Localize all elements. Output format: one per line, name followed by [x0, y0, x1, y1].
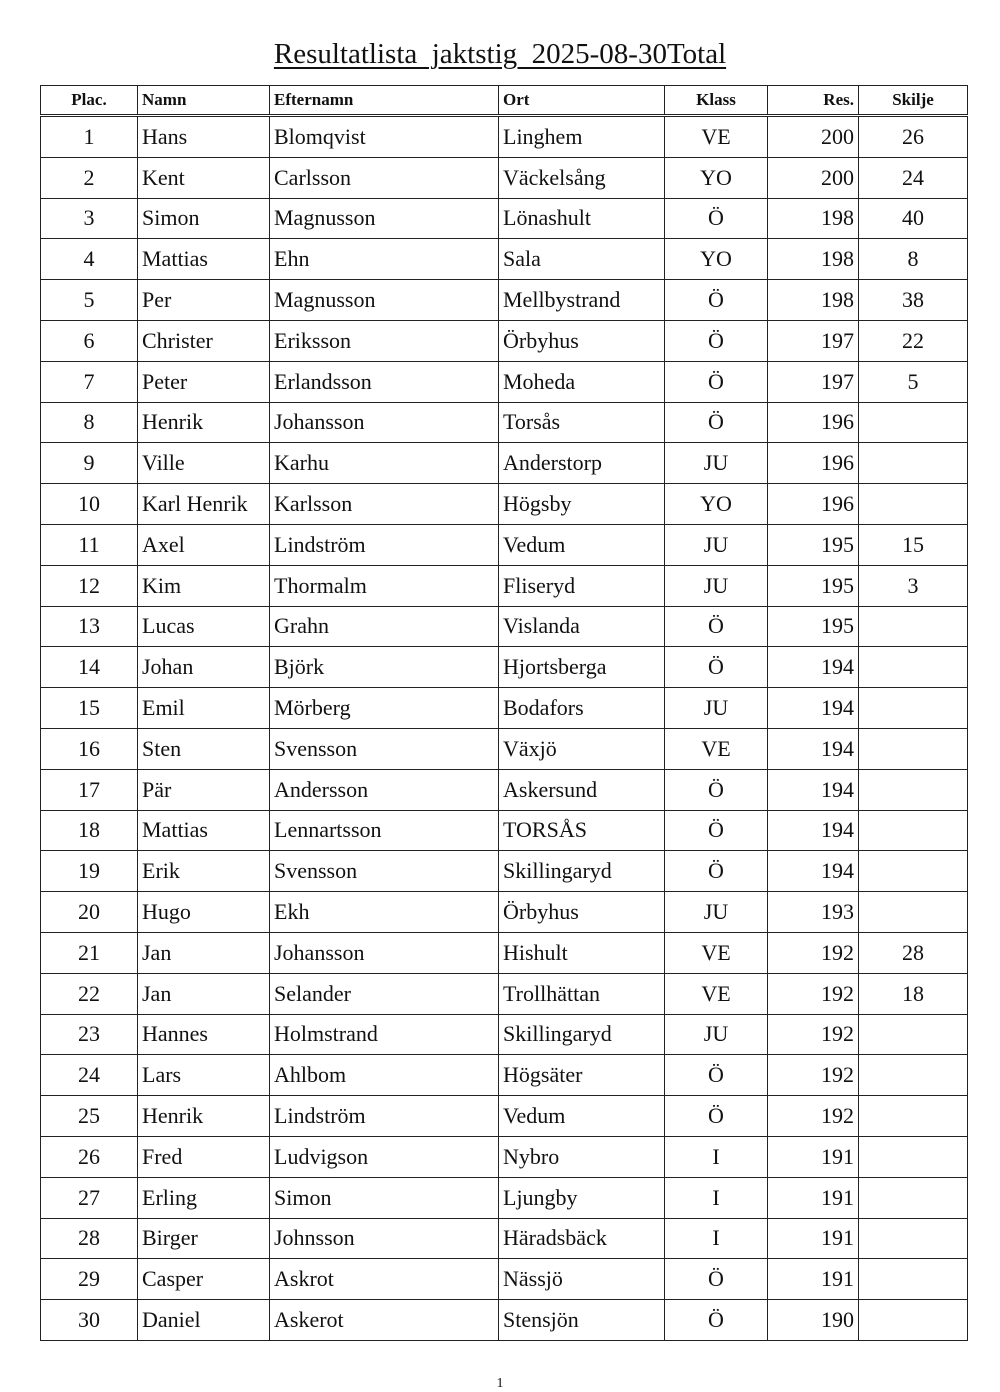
table-row	[41, 810, 968, 851]
cell-plac: 20	[41, 892, 138, 933]
cell-ort: Anderstorp	[499, 443, 665, 484]
cell-plac: 19	[41, 851, 138, 892]
cell-klass: Ö	[665, 606, 768, 647]
cell-plac: 15	[41, 688, 138, 729]
cell-namn: Simon	[138, 198, 270, 239]
column-header-plac: Plac.	[41, 86, 138, 116]
table-row	[41, 320, 968, 361]
cell-plac: 30	[41, 1300, 138, 1341]
cell-res: 198	[768, 280, 859, 321]
cell-klass: JU	[665, 524, 768, 565]
cell-klass: JU	[665, 565, 768, 606]
cell-skilje	[859, 1177, 968, 1218]
cell-klass: JU	[665, 688, 768, 729]
cell-ort: Hjortsberga	[499, 647, 665, 688]
cell-ort: Högsäter	[499, 1055, 665, 1096]
table-row	[41, 892, 968, 933]
cell-res: 192	[768, 932, 859, 973]
cell-skilje	[859, 1014, 968, 1055]
cell-skilje: 24	[859, 157, 968, 198]
cell-efternamn: Ahlbom	[270, 1055, 499, 1096]
cell-skilje: 40	[859, 198, 968, 239]
cell-efternamn: Karlsson	[270, 484, 499, 525]
cell-res: 197	[768, 361, 859, 402]
cell-ort: Nybro	[499, 1136, 665, 1177]
cell-res: 194	[768, 647, 859, 688]
cell-ort: Skillingaryd	[499, 1014, 665, 1055]
cell-efternamn: Blomqvist	[270, 116, 499, 158]
table-row	[41, 606, 968, 647]
cell-skilje	[859, 647, 968, 688]
cell-ort: Mellbystrand	[499, 280, 665, 321]
cell-namn: Jan	[138, 932, 270, 973]
cell-res: 198	[768, 239, 859, 280]
cell-namn: Hannes	[138, 1014, 270, 1055]
cell-skilje	[859, 606, 968, 647]
cell-efternamn: Askerot	[270, 1300, 499, 1341]
cell-efternamn: Thormalm	[270, 565, 499, 606]
cell-namn: Casper	[138, 1259, 270, 1300]
cell-ort: Högsby	[499, 484, 665, 525]
cell-klass: JU	[665, 1014, 768, 1055]
cell-res: 191	[768, 1177, 859, 1218]
column-header-namn: Namn	[138, 86, 270, 116]
cell-skilje	[859, 1218, 968, 1259]
cell-klass: YO	[665, 239, 768, 280]
cell-namn: Mattias	[138, 810, 270, 851]
cell-res: 200	[768, 116, 859, 158]
cell-skilje	[859, 1259, 968, 1300]
cell-res: 191	[768, 1218, 859, 1259]
cell-efternamn: Magnusson	[270, 280, 499, 321]
table-header	[41, 86, 968, 116]
cell-namn: Lars	[138, 1055, 270, 1096]
cell-ort: Ljungby	[499, 1177, 665, 1218]
cell-plac: 2	[41, 157, 138, 198]
cell-klass: YO	[665, 157, 768, 198]
cell-klass: Ö	[665, 851, 768, 892]
cell-plac: 28	[41, 1218, 138, 1259]
cell-namn: Henrik	[138, 1096, 270, 1137]
cell-namn: Fred	[138, 1136, 270, 1177]
table-row	[41, 1259, 968, 1300]
cell-skilje	[859, 484, 968, 525]
cell-ort: Vedum	[499, 524, 665, 565]
cell-klass: Ö	[665, 810, 768, 851]
cell-namn: Karl Henrik	[138, 484, 270, 525]
cell-ort: Trollhättan	[499, 973, 665, 1014]
cell-skilje	[859, 769, 968, 810]
cell-klass: JU	[665, 443, 768, 484]
cell-klass: Ö	[665, 1259, 768, 1300]
cell-plac: 18	[41, 810, 138, 851]
cell-efternamn: Carlsson	[270, 157, 499, 198]
table-row	[41, 443, 968, 484]
cell-klass: Ö	[665, 1096, 768, 1137]
cell-plac: 16	[41, 728, 138, 769]
cell-namn: Ville	[138, 443, 270, 484]
cell-klass: VE	[665, 932, 768, 973]
cell-namn: Emil	[138, 688, 270, 729]
cell-klass: VE	[665, 116, 768, 158]
cell-efternamn: Björk	[270, 647, 499, 688]
cell-res: 192	[768, 973, 859, 1014]
table-row	[41, 1300, 968, 1341]
cell-skilje	[859, 402, 968, 443]
cell-namn: Axel	[138, 524, 270, 565]
cell-ort: Bodafors	[499, 688, 665, 729]
cell-plac: 7	[41, 361, 138, 402]
cell-ort: Vedum	[499, 1096, 665, 1137]
table-row	[41, 239, 968, 280]
table-row	[41, 1096, 968, 1137]
cell-skilje	[859, 1096, 968, 1137]
table-row	[41, 647, 968, 688]
column-header-efternamn: Efternamn	[270, 86, 499, 116]
cell-klass: Ö	[665, 361, 768, 402]
cell-res: 196	[768, 484, 859, 525]
cell-namn: Christer	[138, 320, 270, 361]
cell-plac: 14	[41, 647, 138, 688]
cell-ort: Väckelsång	[499, 157, 665, 198]
cell-klass: Ö	[665, 280, 768, 321]
table-row	[41, 728, 968, 769]
cell-ort: Linghem	[499, 116, 665, 158]
cell-res: 192	[768, 1055, 859, 1096]
cell-ort: Askersund	[499, 769, 665, 810]
page-title-text: Resultatlista jaktstig 2025-08-30Total	[273, 38, 727, 70]
cell-efternamn: Holmstrand	[270, 1014, 499, 1055]
table-body	[41, 116, 968, 1341]
cell-ort: Häradsbäck	[499, 1218, 665, 1259]
cell-res: 194	[768, 810, 859, 851]
table-row	[41, 157, 968, 198]
cell-klass: YO	[665, 484, 768, 525]
cell-klass: Ö	[665, 1055, 768, 1096]
cell-klass: Ö	[665, 769, 768, 810]
table-row	[41, 973, 968, 1014]
cell-plac: 4	[41, 239, 138, 280]
table-row	[41, 280, 968, 321]
cell-efternamn: Ehn	[270, 239, 499, 280]
table-row	[41, 361, 968, 402]
cell-efternamn: Ekh	[270, 892, 499, 933]
cell-klass: I	[665, 1136, 768, 1177]
cell-klass: JU	[665, 892, 768, 933]
cell-ort: TORSÅS	[499, 810, 665, 851]
table-row	[41, 524, 968, 565]
cell-plac: 13	[41, 606, 138, 647]
cell-res: 193	[768, 892, 859, 933]
cell-efternamn: Lindström	[270, 524, 499, 565]
cell-namn: Birger	[138, 1218, 270, 1259]
cell-efternamn: Lindström	[270, 1096, 499, 1137]
cell-plac: 1	[41, 116, 138, 158]
cell-klass: Ö	[665, 647, 768, 688]
cell-efternamn: Mörberg	[270, 688, 499, 729]
cell-namn: Erling	[138, 1177, 270, 1218]
cell-res: 197	[768, 320, 859, 361]
cell-res: 196	[768, 443, 859, 484]
cell-efternamn: Karhu	[270, 443, 499, 484]
cell-plac: 25	[41, 1096, 138, 1137]
cell-namn: Peter	[138, 361, 270, 402]
cell-ort: Torsås	[499, 402, 665, 443]
cell-namn: Jan	[138, 973, 270, 1014]
cell-skilje	[859, 443, 968, 484]
table-row	[41, 1055, 968, 1096]
cell-skilje: 18	[859, 973, 968, 1014]
table-row	[41, 851, 968, 892]
cell-efternamn: Andersson	[270, 769, 499, 810]
cell-namn: Hans	[138, 116, 270, 158]
cell-skilje: 5	[859, 361, 968, 402]
cell-skilje	[859, 688, 968, 729]
cell-namn: Lucas	[138, 606, 270, 647]
cell-res: 194	[768, 851, 859, 892]
cell-namn: Hugo	[138, 892, 270, 933]
cell-plac: 12	[41, 565, 138, 606]
cell-efternamn: Johansson	[270, 932, 499, 973]
cell-namn: Johan	[138, 647, 270, 688]
cell-skilje: 3	[859, 565, 968, 606]
cell-plac: 17	[41, 769, 138, 810]
table-row	[41, 402, 968, 443]
column-header-ort: Ort	[499, 86, 665, 116]
cell-skilje	[859, 810, 968, 851]
table-row	[41, 116, 968, 158]
cell-plac: 8	[41, 402, 138, 443]
cell-namn: Erik	[138, 851, 270, 892]
cell-skilje	[859, 1300, 968, 1341]
cell-ort: Moheda	[499, 361, 665, 402]
cell-efternamn: Askrot	[270, 1259, 499, 1300]
cell-klass: VE	[665, 728, 768, 769]
table-row	[41, 1177, 968, 1218]
cell-plac: 23	[41, 1014, 138, 1055]
results-table	[40, 85, 968, 1341]
cell-efternamn: Simon	[270, 1177, 499, 1218]
cell-efternamn: Ludvigson	[270, 1136, 499, 1177]
header-row	[41, 86, 968, 116]
cell-plac: 3	[41, 198, 138, 239]
cell-plac: 22	[41, 973, 138, 1014]
cell-res: 191	[768, 1136, 859, 1177]
cell-plac: 6	[41, 320, 138, 361]
cell-efternamn: Selander	[270, 973, 499, 1014]
cell-ort: Växjö	[499, 728, 665, 769]
cell-res: 198	[768, 198, 859, 239]
cell-namn: Per	[138, 280, 270, 321]
cell-efternamn: Magnusson	[270, 198, 499, 239]
cell-skilje: 22	[859, 320, 968, 361]
cell-klass: I	[665, 1177, 768, 1218]
cell-plac: 11	[41, 524, 138, 565]
cell-skilje	[859, 892, 968, 933]
page-title	[0, 38, 1000, 71]
cell-skilje	[859, 1136, 968, 1177]
cell-efternamn: Eriksson	[270, 320, 499, 361]
cell-skilje: 28	[859, 932, 968, 973]
cell-res: 195	[768, 606, 859, 647]
cell-namn: Henrik	[138, 402, 270, 443]
cell-res: 192	[768, 1096, 859, 1137]
cell-klass: VE	[665, 973, 768, 1014]
table-row	[41, 1136, 968, 1177]
cell-res: 190	[768, 1300, 859, 1341]
cell-efternamn: Svensson	[270, 728, 499, 769]
cell-skilje: 26	[859, 116, 968, 158]
cell-efternamn: Svensson	[270, 851, 499, 892]
cell-ort: Fliseryd	[499, 565, 665, 606]
cell-res: 196	[768, 402, 859, 443]
cell-ort: Örbyhus	[499, 320, 665, 361]
table-row	[41, 484, 968, 525]
table-row	[41, 1218, 968, 1259]
cell-ort: Vislanda	[499, 606, 665, 647]
cell-namn: Pär	[138, 769, 270, 810]
cell-plac: 5	[41, 280, 138, 321]
cell-res: 194	[768, 769, 859, 810]
cell-efternamn: Lennartsson	[270, 810, 499, 851]
column-header-res: Res.	[768, 86, 859, 116]
cell-skilje	[859, 851, 968, 892]
cell-efternamn: Johansson	[270, 402, 499, 443]
cell-skilje: 8	[859, 239, 968, 280]
cell-plac: 24	[41, 1055, 138, 1096]
cell-skilje	[859, 1055, 968, 1096]
cell-efternamn: Erlandsson	[270, 361, 499, 402]
table-row	[41, 769, 968, 810]
table-row	[41, 932, 968, 973]
cell-ort: Hishult	[499, 932, 665, 973]
page-number: 1	[496, 1376, 504, 1391]
cell-klass: Ö	[665, 320, 768, 361]
cell-ort: Lönashult	[499, 198, 665, 239]
cell-namn: Kent	[138, 157, 270, 198]
cell-plac: 9	[41, 443, 138, 484]
table-row	[41, 688, 968, 729]
cell-ort: Sala	[499, 239, 665, 280]
cell-ort: Stensjön	[499, 1300, 665, 1341]
cell-efternamn: Johnsson	[270, 1218, 499, 1259]
cell-namn: Kim	[138, 565, 270, 606]
cell-res: 194	[768, 688, 859, 729]
cell-plac: 27	[41, 1177, 138, 1218]
cell-res: 191	[768, 1259, 859, 1300]
cell-klass: I	[665, 1218, 768, 1259]
cell-plac: 21	[41, 932, 138, 973]
cell-namn: Daniel	[138, 1300, 270, 1341]
cell-skilje: 38	[859, 280, 968, 321]
table-row	[41, 1014, 968, 1055]
cell-ort: Nässjö	[499, 1259, 665, 1300]
cell-res: 195	[768, 524, 859, 565]
table-row	[41, 198, 968, 239]
cell-plac: 29	[41, 1259, 138, 1300]
cell-ort: Skillingaryd	[499, 851, 665, 892]
cell-plac: 26	[41, 1136, 138, 1177]
column-header-klass: Klass	[665, 86, 768, 116]
cell-namn: Sten	[138, 728, 270, 769]
cell-klass: Ö	[665, 198, 768, 239]
cell-skilje	[859, 728, 968, 769]
cell-plac: 10	[41, 484, 138, 525]
cell-skilje: 15	[859, 524, 968, 565]
column-header-skilje: Skilje	[859, 86, 968, 116]
cell-res: 195	[768, 565, 859, 606]
cell-res: 192	[768, 1014, 859, 1055]
cell-res: 200	[768, 157, 859, 198]
cell-klass: Ö	[665, 402, 768, 443]
cell-res: 194	[768, 728, 859, 769]
table-row	[41, 565, 968, 606]
cell-ort: Örbyhus	[499, 892, 665, 933]
cell-efternamn: Grahn	[270, 606, 499, 647]
cell-klass: Ö	[665, 1300, 768, 1341]
cell-namn: Mattias	[138, 239, 270, 280]
